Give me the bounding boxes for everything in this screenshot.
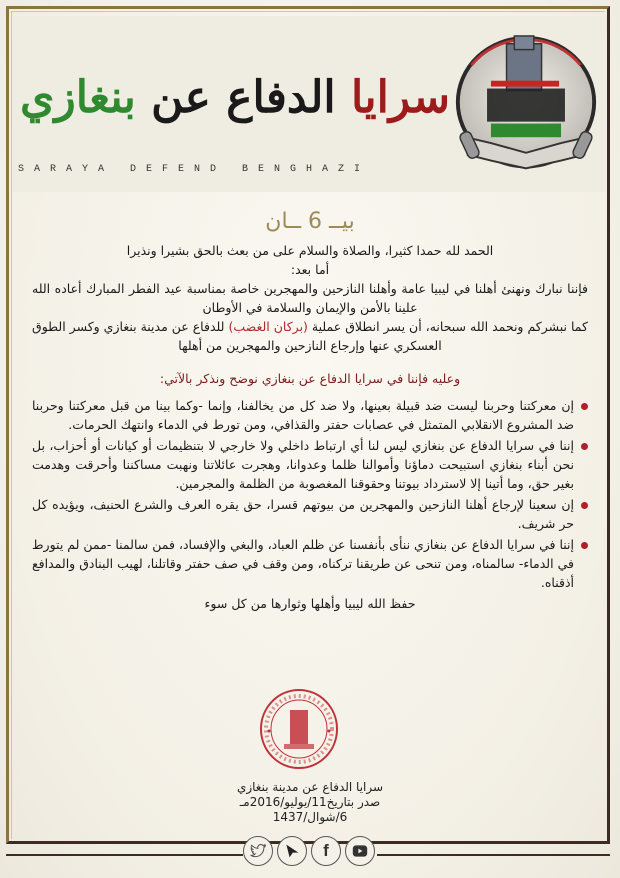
seal-ribbon	[284, 744, 314, 749]
points-list	[20, 396, 600, 592]
telegram-icon[interactable]	[277, 836, 307, 866]
twitter-icon[interactable]	[243, 836, 273, 866]
footer-rule-right	[377, 854, 610, 856]
list-item	[32, 436, 588, 493]
emblem-green-script	[491, 124, 561, 138]
bullet-icon	[581, 403, 588, 410]
signoff-org: سرايا الدفاع عن مدينة بنغازي	[236, 780, 384, 794]
title-part-defend: الدفاع عن	[135, 72, 351, 123]
signoff-date-hijri: 6/شوال/1437	[272, 810, 348, 824]
amma-baad: أما بعد:	[290, 262, 330, 277]
bullet-icon	[581, 542, 588, 549]
statement-heading: بيــ 6 ــان	[265, 209, 355, 234]
para2-before: كما نبشركم ونحمد الله سبحانه، أن يسر انطلاق عملية	[307, 319, 588, 334]
intro-line: الحمد لله حمدا كثيرا، والصلاة والسلام على من بعث بالحق بشيرا ونذيرا	[126, 243, 494, 258]
seal-emblem	[290, 710, 308, 744]
footer-rule-left	[6, 854, 243, 856]
emblem-tower-top	[514, 36, 533, 50]
signoff-block	[160, 780, 460, 825]
list-item	[32, 535, 588, 592]
list-item-text: إننا في سرايا الدفاع عن بنغازي ليس لنا أي ارتباط داخلي ولا خارجي لا بتنظيمات أو كيانات أو أحزاب، بل نحن أبناء بنغازي استبيحت دماؤنا وأموالنا ظلما وعدوانا، وهجرت عائلاتنا ونهبت مساكننا وأحرقت وهدمت بغير حق، وما أتينا إلا لاسترداد بيوتنا وحقوقنا المغصوبة من الظلمة والمجرمين.	[32, 438, 574, 491]
youtube-icon[interactable]	[345, 836, 375, 866]
list-item-text: إن سعينا لإرجاع أهلنا النازحين والمهجرين من بيوتهم قسرا، حق يقره العرف والشرع الحنيف، ويؤيده كل حر شريف.	[32, 497, 574, 531]
list-item-text: إننا في سرايا الدفاع عن بنغازي ننأى بأنفسنا عن ظلم العباد، والبغي والإفساد، فمن سالمنا -ممن لم يتورط في الدماء- سالمناه، ومن تنحى عن طريقنا تركناه، ومن وقف في صف حفتر وقاتلنا، لهيب البنادق والمدافع أذقناه.	[32, 537, 574, 590]
points-subheading: وعليه فإننا في سرايا الدفاع عن بنغازي نوضح ونذكر بالآتي:	[159, 371, 461, 386]
bullet-icon	[581, 502, 588, 509]
statement-body	[20, 200, 600, 613]
emblem-black-script	[487, 89, 565, 122]
bullet-icon	[581, 443, 588, 450]
signoff-date-gregorian: صدر بتاريخ11/يوليو/2016مـ	[239, 795, 381, 809]
saraya-emblem-icon	[452, 32, 600, 184]
closing-prayer: حفظ الله ليبيا وأهلها وثوارها من كل سوء	[204, 596, 416, 611]
paragraph-operation-announcement	[20, 317, 600, 355]
seal-dot-right	[328, 730, 331, 733]
org-title-arabic	[20, 68, 450, 128]
paragraph-eid-greeting: فإننا نبارك ونهنئ أهلنا في ليبيا عامة وأهلنا النازحين والمهجرين خاصة بمناسبة عيد الفطر المبارك أعاده الله علينا بالأمن والإيمان والسلامة في الأوطان	[32, 281, 588, 315]
social-links	[243, 836, 379, 866]
operation-name-highlight: (بركان الغضب)	[228, 319, 308, 334]
seal-dot-left	[268, 730, 271, 733]
official-seal-icon	[258, 688, 340, 770]
title-part-saraya: سرايا	[350, 72, 450, 123]
list-item	[32, 495, 588, 533]
facebook-icon[interactable]: f	[311, 836, 341, 866]
title-part-benghazi: بنغازي	[20, 72, 136, 123]
para2-after: للدفاع عن مدينة بنغازي وكسر الطوق العسكري عنها وإرجاع النازحين والمهجرين من أهلها	[32, 319, 442, 353]
emblem-red-bar	[491, 81, 559, 87]
list-item-text: إن معركتنا وحربنا ليست ضد قبيلة بعينها، ولا ضد كل من يخالفنا، وإنما -وكما بينا من قبل معركتنا وحربنا ضد المشروع الانقلابي المتمثل في عصابات حفتر والقذافي، ومن تورط في الدماء وانتهك الحرمات.	[32, 398, 574, 432]
org-title-english: SARAYA DEFEND BENGHAZI	[18, 164, 371, 175]
list-item	[32, 396, 588, 434]
